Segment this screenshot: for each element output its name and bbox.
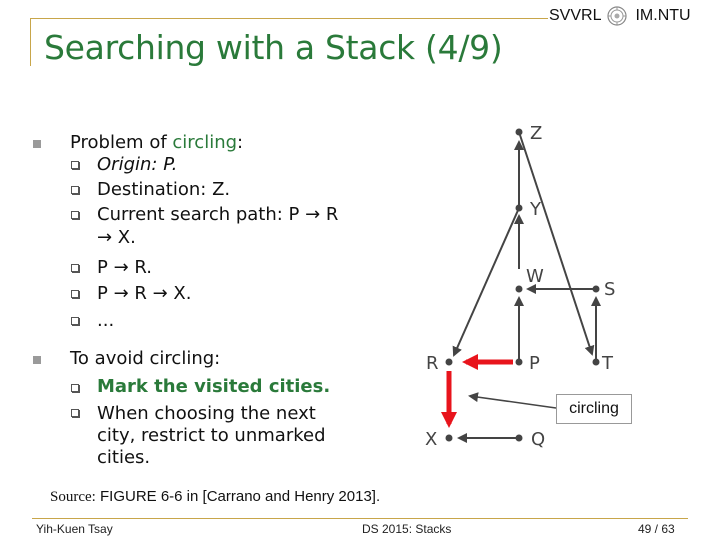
sub-bullet-current-path: Current search path: P → R — [97, 204, 339, 225]
sub-bullet-choose-next-cont: city, restrict to unmarked — [97, 425, 326, 446]
bullet-keyword-circling: circling — [172, 132, 238, 153]
bullet-text: : — [237, 132, 244, 153]
node-r — [446, 359, 453, 366]
node-p — [516, 359, 523, 366]
node-y — [516, 205, 523, 212]
sub-bullet-mark-visited: Mark the visited cities. — [97, 376, 331, 397]
node-label-r: R — [426, 353, 439, 374]
node-z — [516, 129, 523, 136]
edge-y-r — [454, 208, 519, 355]
sub-bullet-p-r-x: P → R → X. — [97, 283, 192, 304]
node-label-z: Z — [530, 123, 543, 144]
circling-callout: circling — [556, 394, 632, 424]
node-label-t: T — [602, 353, 613, 374]
source-label: Source: — [50, 489, 96, 505]
dept-name: IM.NTU — [635, 7, 691, 24]
sub-bullet-origin: Origin: P. — [97, 154, 178, 175]
sub-bullet-destination: Destination: Z. — [97, 179, 231, 200]
node-q — [516, 435, 523, 442]
node-label-s: S — [604, 279, 616, 300]
node-label-p: P — [529, 353, 540, 374]
slide-title: Searching with a Stack (4/9) — [44, 28, 503, 67]
node-t — [593, 359, 600, 366]
edge-z-t — [519, 132, 592, 354]
sub-bullet-choose-next-cont: cities. — [97, 447, 151, 468]
source-text: FIGURE 6-6 in [Carrano and Henry 2013]. — [95, 488, 381, 505]
footer-page-number: 49 / 63 — [638, 522, 675, 536]
sub-bullet-choose-next: When choosing the next — [97, 403, 316, 424]
node-label-w: W — [526, 266, 544, 287]
lab-name: SVVRL — [549, 7, 602, 24]
sub-bullet-current-path-cont: → X. — [97, 227, 136, 248]
bullet-to-avoid-circling: To avoid circling: — [70, 348, 221, 369]
node-label-q: Q — [531, 429, 546, 450]
node-s — [593, 286, 600, 293]
node-x — [446, 435, 453, 442]
source-citation — [50, 488, 380, 506]
sub-bullet-ellipsis: ... — [97, 310, 115, 331]
footer-author: Yih-Kuen Tsay — [36, 522, 113, 536]
sub-bullet-p-r: P → R. — [97, 257, 152, 278]
bullet-text: Problem of — [70, 132, 173, 153]
node-w — [516, 286, 523, 293]
node-label-y: Y — [530, 199, 541, 220]
footer-divider — [32, 518, 688, 519]
footer-course: DS 2015: Stacks — [362, 522, 452, 536]
node-label-x: X — [425, 429, 438, 450]
callout-pointer — [470, 396, 556, 408]
